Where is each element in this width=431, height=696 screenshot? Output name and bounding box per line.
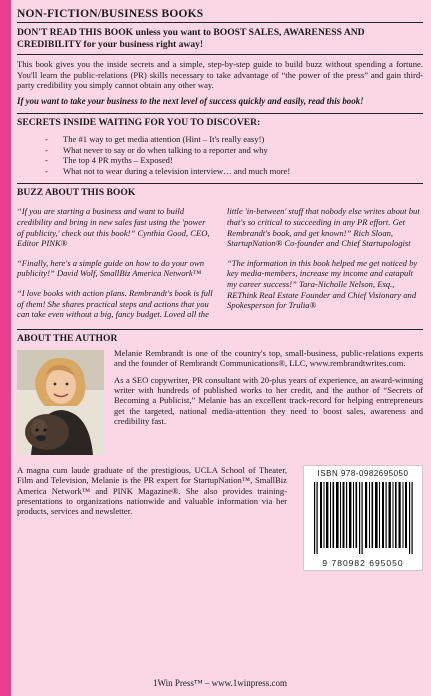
list-item: - What never to say or do when talking to a reporter and why xyxy=(45,145,423,156)
cover-content xyxy=(17,0,423,696)
divider xyxy=(17,329,423,330)
category-heading: NON-FICTION/BUSINESS BOOKS xyxy=(17,8,204,20)
buzz-right-column xyxy=(227,206,423,328)
testimonial: “Finally, here's a simple guide on how to do your own publicity!” David Wolf, SmallBiz America Network™ xyxy=(17,257,204,279)
author-bio-3: A magna cum laude graduate of the prestigious, UCLA School of Theater, Film and Television, Melanie is the PR expert for StartupNation™, SmallBiz America Network™ and PINK Magazine®. She also provides training-presentations to organizations nationwide and valuable information via her products, services and newsletter. xyxy=(17,464,287,517)
pink-spine-strip xyxy=(0,0,11,696)
publisher-footer: 1Win Press™ – www.1winpress.com xyxy=(152,678,288,688)
barcode-bars xyxy=(312,482,414,554)
author-section xyxy=(17,348,423,459)
author-bio-2: As a SEO copywriter, PR consultant with 20-plus years of experience, an award-winning writer with hundreds of published works to her credit, and the author of “Secrets of Becoming a Publicist,” Melanie has an excellent track-record for helping entrepreneurs get the targeted, national media-attention they need to boost sales, awareness and credibility fast. xyxy=(114,374,423,427)
testimonial: “If you are starting a business and want to build credibility and bring in new sales fast using the 'power of publicity,' check out this book!” Cynthia Good, CEO, Editor PINK® xyxy=(17,206,210,249)
intro-paragraph: This book gives you the inside secrets and a simple, step-by-step guide to build buzz without spending a fortune. You'll learn the public-relations (PR) skills necessary to take advantage of “the power of the press” and gain third-party credibility you simply cannot obtain any other way. xyxy=(17,59,423,90)
divider xyxy=(17,22,423,23)
bottom-section xyxy=(17,464,423,568)
testimonial: “I love books with action plans. Rembrandt's book is full of them! She shares practical steps and actions that you can take even without a big, fancy budget. Loved all the xyxy=(17,287,213,320)
list-item: - What not to wear during a television interview… and much more! xyxy=(45,166,423,177)
intro-callout: If you want to take your business to the next level of success quickly and easily, read this book! xyxy=(17,96,364,107)
buzz-left-column xyxy=(17,206,213,328)
divider xyxy=(17,183,423,184)
author-photo xyxy=(17,350,104,455)
author-bio-1: Melanie Rembrandt is one of the country's top, small-business, public-relations experts and the founder of Rembrandt Communications®, LLC, www.rembrandtwrites.com. xyxy=(114,347,423,369)
testimonial: “The information in this book helped me get noticed by key media-members, increase my income and catapult my career success!” Tara-Nicholle Nelson, Esq., REThink Real Estate Founder and Chief Visionary and Spokesperson for Trulia® xyxy=(227,257,418,311)
secrets-heading: SECRETS INSIDE WAITING FOR YOU TO DISCOVER: xyxy=(17,117,261,128)
buzz-heading: BUZZ ABOUT THIS BOOK xyxy=(17,187,136,199)
divider xyxy=(17,113,423,114)
isbn-barcode xyxy=(303,465,423,571)
author-heading: ABOUT THE AUTHOR xyxy=(17,332,118,344)
barcode-digits: 9 780982 695050 xyxy=(322,557,404,568)
list-item: - The #1 way to get media attention (Hint – It's really easy!) xyxy=(45,134,423,145)
list-item: - The top 4 PR myths – Exposed! xyxy=(45,155,423,166)
buzz-columns xyxy=(17,206,423,328)
tagline: DON'T READ THIS BOOK unless you want to BOOST SALES, AWARENESS AND CREDIBILITY for your business right away! xyxy=(17,27,365,50)
divider xyxy=(17,54,423,55)
testimonial: little 'in-between' stuff that nobody else writes about but that's so critical to succeeding in any PR effort. Get Rembrandt's book, and get known!” Rich Sloan, StartupNation® Co-founder and Chief Startupologist xyxy=(227,206,420,249)
isbn-number: ISBN 978-0982695050 xyxy=(317,468,409,478)
secrets-list xyxy=(17,134,423,176)
